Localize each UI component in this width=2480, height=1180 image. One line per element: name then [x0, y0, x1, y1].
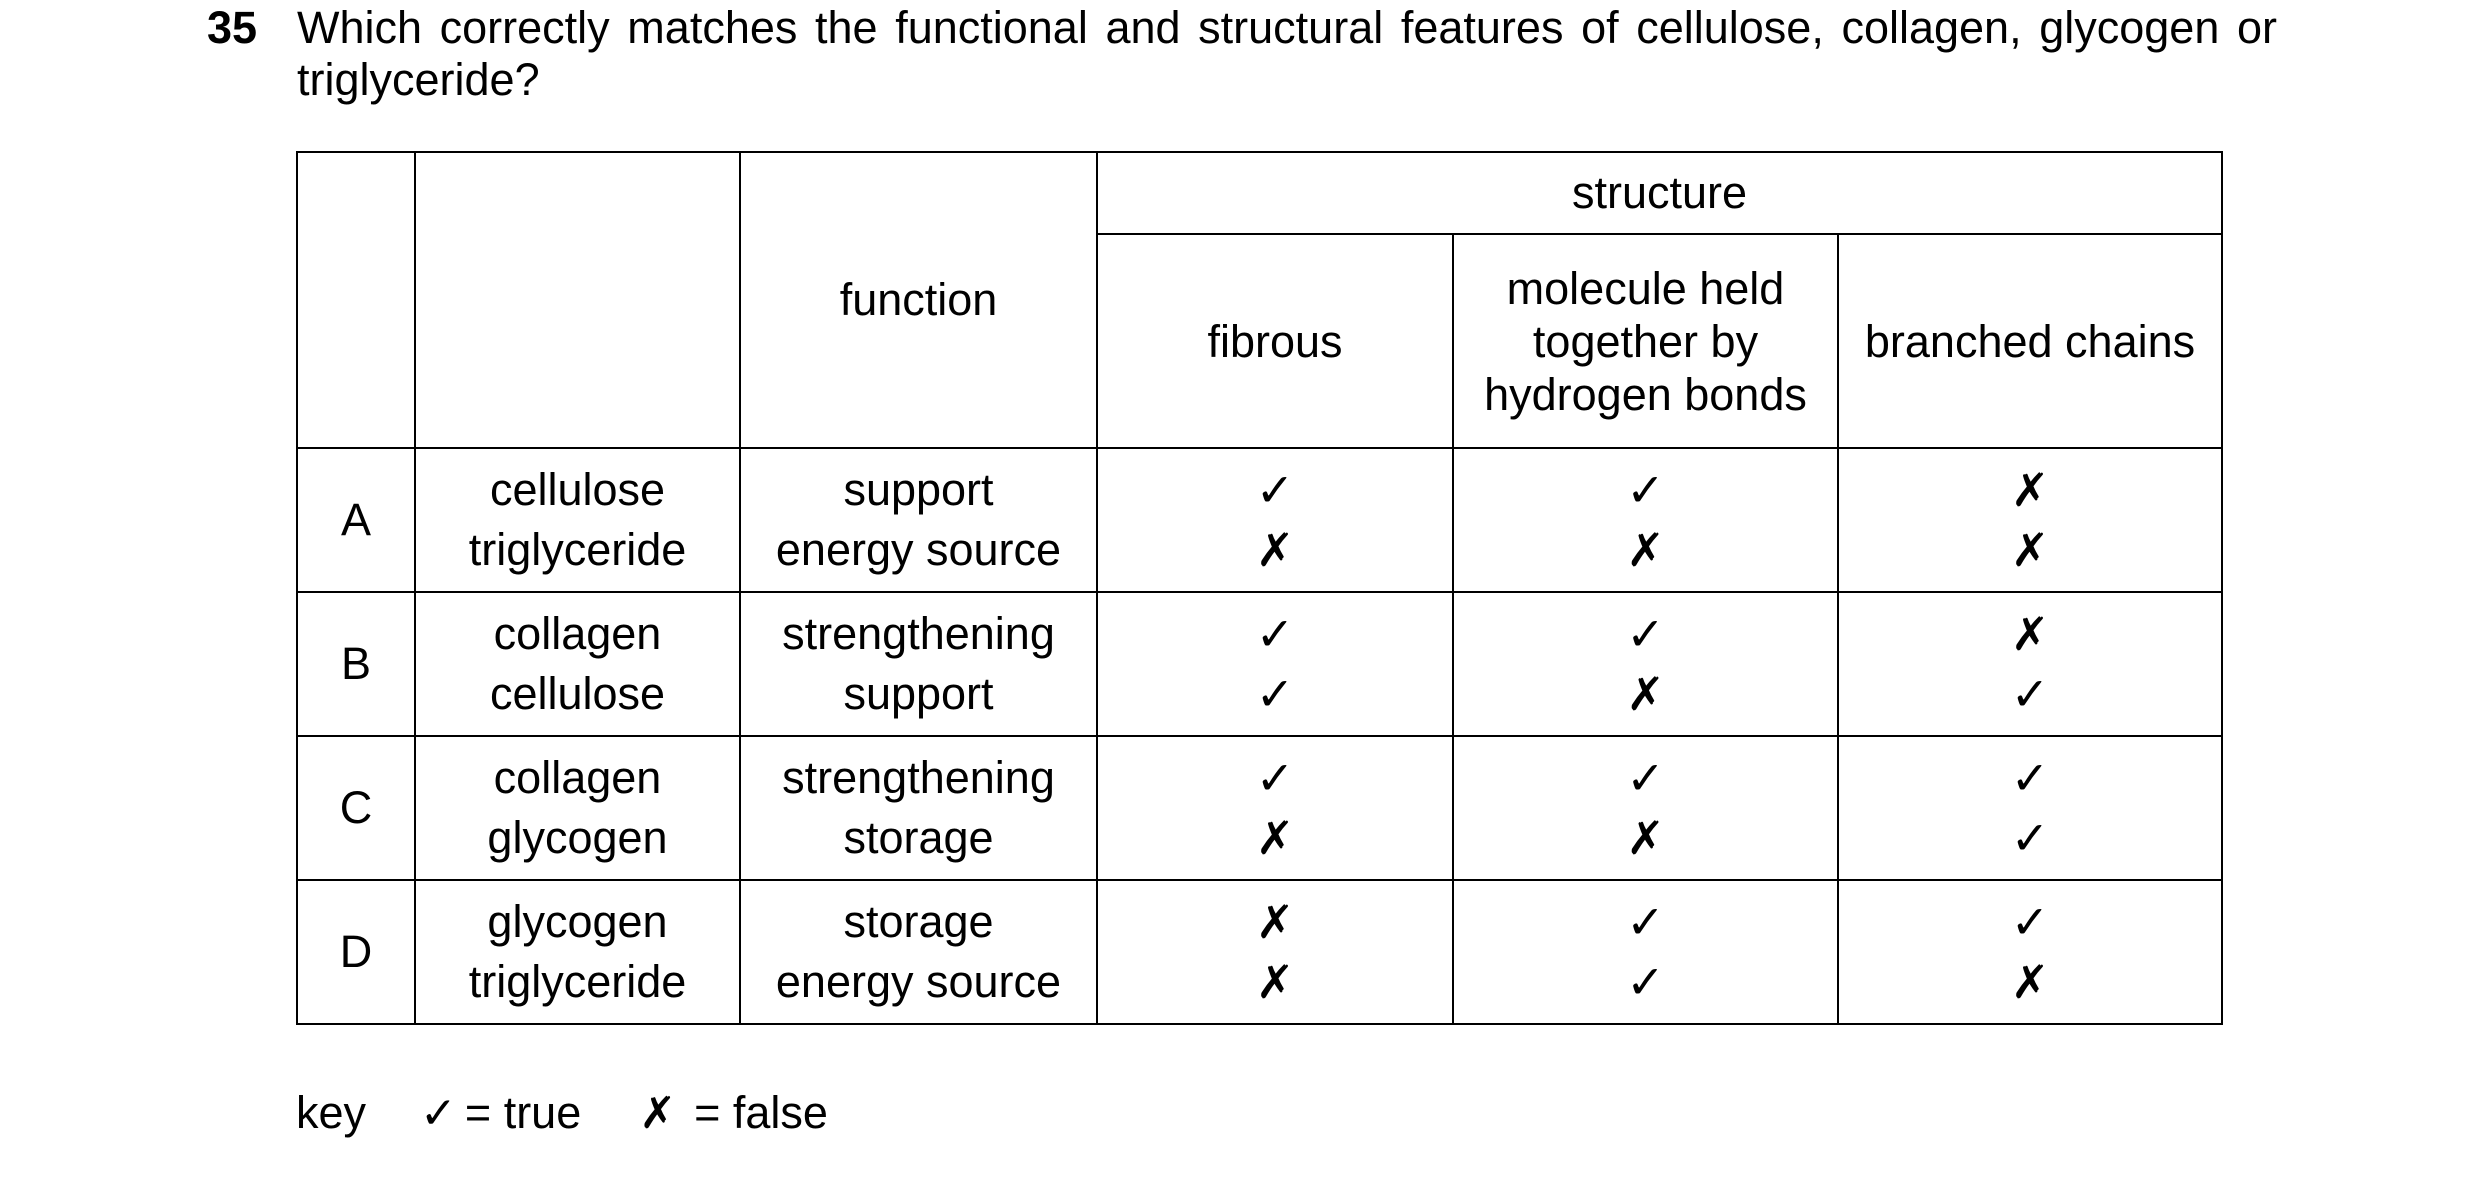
option-row-a	[297, 448, 2222, 592]
question-number: 35	[207, 2, 258, 53]
branched-chains-cell	[1838, 880, 2222, 1024]
cross-icon: ✗	[1255, 523, 1295, 577]
hydrogen-bonds-cell	[1453, 736, 1838, 880]
function-value: energy source	[775, 956, 1062, 1007]
function-cell	[740, 880, 1097, 1024]
function-cell	[740, 736, 1097, 880]
molecule-value: glycogen	[487, 812, 668, 863]
branched-chains-cell	[1838, 736, 2222, 880]
fibrous-cell	[1097, 592, 1453, 736]
function-value: strengthening	[782, 608, 1055, 659]
cross-icon: ✗	[1626, 667, 1665, 721]
tick-icon: ✓	[2010, 751, 2050, 805]
molecule-value: triglyceride	[468, 524, 687, 575]
cross-icon: ✗	[2010, 955, 2050, 1009]
cross-icon: ✗	[2010, 523, 2050, 577]
function-value: strengthening	[782, 752, 1055, 803]
molecule-cell	[415, 880, 740, 1024]
header-branched-chains: branched chains	[1838, 234, 2222, 448]
option-letter: D	[297, 880, 415, 1024]
tick-icon: ✓	[2010, 895, 2050, 949]
cross-icon: ✗	[1255, 955, 1295, 1009]
cross-icon: ✗	[1626, 523, 1665, 577]
fibrous-cell	[1097, 736, 1453, 880]
molecule-cell	[415, 448, 740, 592]
tick-icon: ✓	[1626, 955, 1665, 1009]
cross-icon: ✗	[639, 1088, 677, 1139]
molecule-cell	[415, 736, 740, 880]
option-row-c	[297, 736, 2222, 880]
option-row-d	[297, 880, 2222, 1024]
header-row-structure	[297, 152, 2222, 234]
hydrogen-bonds-cell	[1453, 592, 1838, 736]
header-fibrous: fibrous	[1097, 234, 1453, 448]
molecule-value: triglyceride	[468, 956, 687, 1007]
function-value: storage	[843, 812, 994, 863]
molecule-cell	[415, 592, 740, 736]
tick-icon: ✓	[1626, 607, 1665, 661]
option-letter: A	[297, 448, 415, 592]
tick-icon: ✓	[1626, 895, 1665, 949]
function-cell	[740, 592, 1097, 736]
question-text: Which correctly matches the functional and structural features of cellulose, collagen, glycogen or triglyceride?	[297, 2, 2277, 105]
tick-icon: ✓	[1626, 751, 1665, 805]
header-function: function	[740, 152, 1097, 448]
hydrogen-bonds-cell	[1453, 448, 1838, 592]
molecule-value: collagen	[493, 752, 662, 803]
cross-icon: ✗	[2010, 463, 2050, 517]
function-cell	[740, 448, 1097, 592]
branched-chains-cell	[1838, 448, 2222, 592]
option-row-b	[297, 592, 2222, 736]
header-blank-letter	[297, 152, 415, 448]
function-value: support	[843, 464, 994, 515]
tick-icon: ✓	[1255, 751, 1295, 805]
header-hydrogen-bonds: molecule held together by hydrogen bonds	[1453, 234, 1838, 448]
tick-icon: ✓	[1626, 463, 1665, 517]
cross-icon: ✗	[1626, 811, 1665, 865]
cross-icon: ✗	[2010, 607, 2050, 661]
answer-table	[296, 151, 2223, 1025]
cross-icon: ✗	[1255, 811, 1295, 865]
molecule-value: cellulose	[489, 668, 666, 719]
option-letter: C	[297, 736, 415, 880]
function-value: support	[843, 668, 994, 719]
fibrous-cell	[1097, 880, 1453, 1024]
molecule-value: collagen	[493, 608, 662, 659]
header-blank-molecule	[415, 152, 740, 448]
tick-icon: ✓	[420, 1088, 457, 1139]
tick-icon: ✓	[2010, 811, 2050, 865]
tick-icon: ✓	[1255, 607, 1295, 661]
function-value: storage	[843, 896, 994, 947]
fibrous-cell	[1097, 448, 1453, 592]
key-false-text: = false	[694, 1087, 828, 1138]
option-letter: B	[297, 592, 415, 736]
key-legend	[296, 1087, 828, 1140]
tick-icon: ✓	[1255, 463, 1295, 517]
cross-icon: ✗	[1255, 895, 1295, 949]
branched-chains-cell	[1838, 592, 2222, 736]
molecule-value: glycogen	[487, 896, 668, 947]
hydrogen-bonds-cell	[1453, 880, 1838, 1024]
header-structure: structure	[1097, 152, 2222, 234]
key-true-text: = true	[464, 1087, 582, 1138]
tick-icon: ✓	[2010, 667, 2050, 721]
molecule-value: cellulose	[489, 464, 666, 515]
tick-icon: ✓	[1255, 667, 1295, 721]
key-label: key	[296, 1087, 367, 1138]
function-value: energy source	[775, 524, 1062, 575]
